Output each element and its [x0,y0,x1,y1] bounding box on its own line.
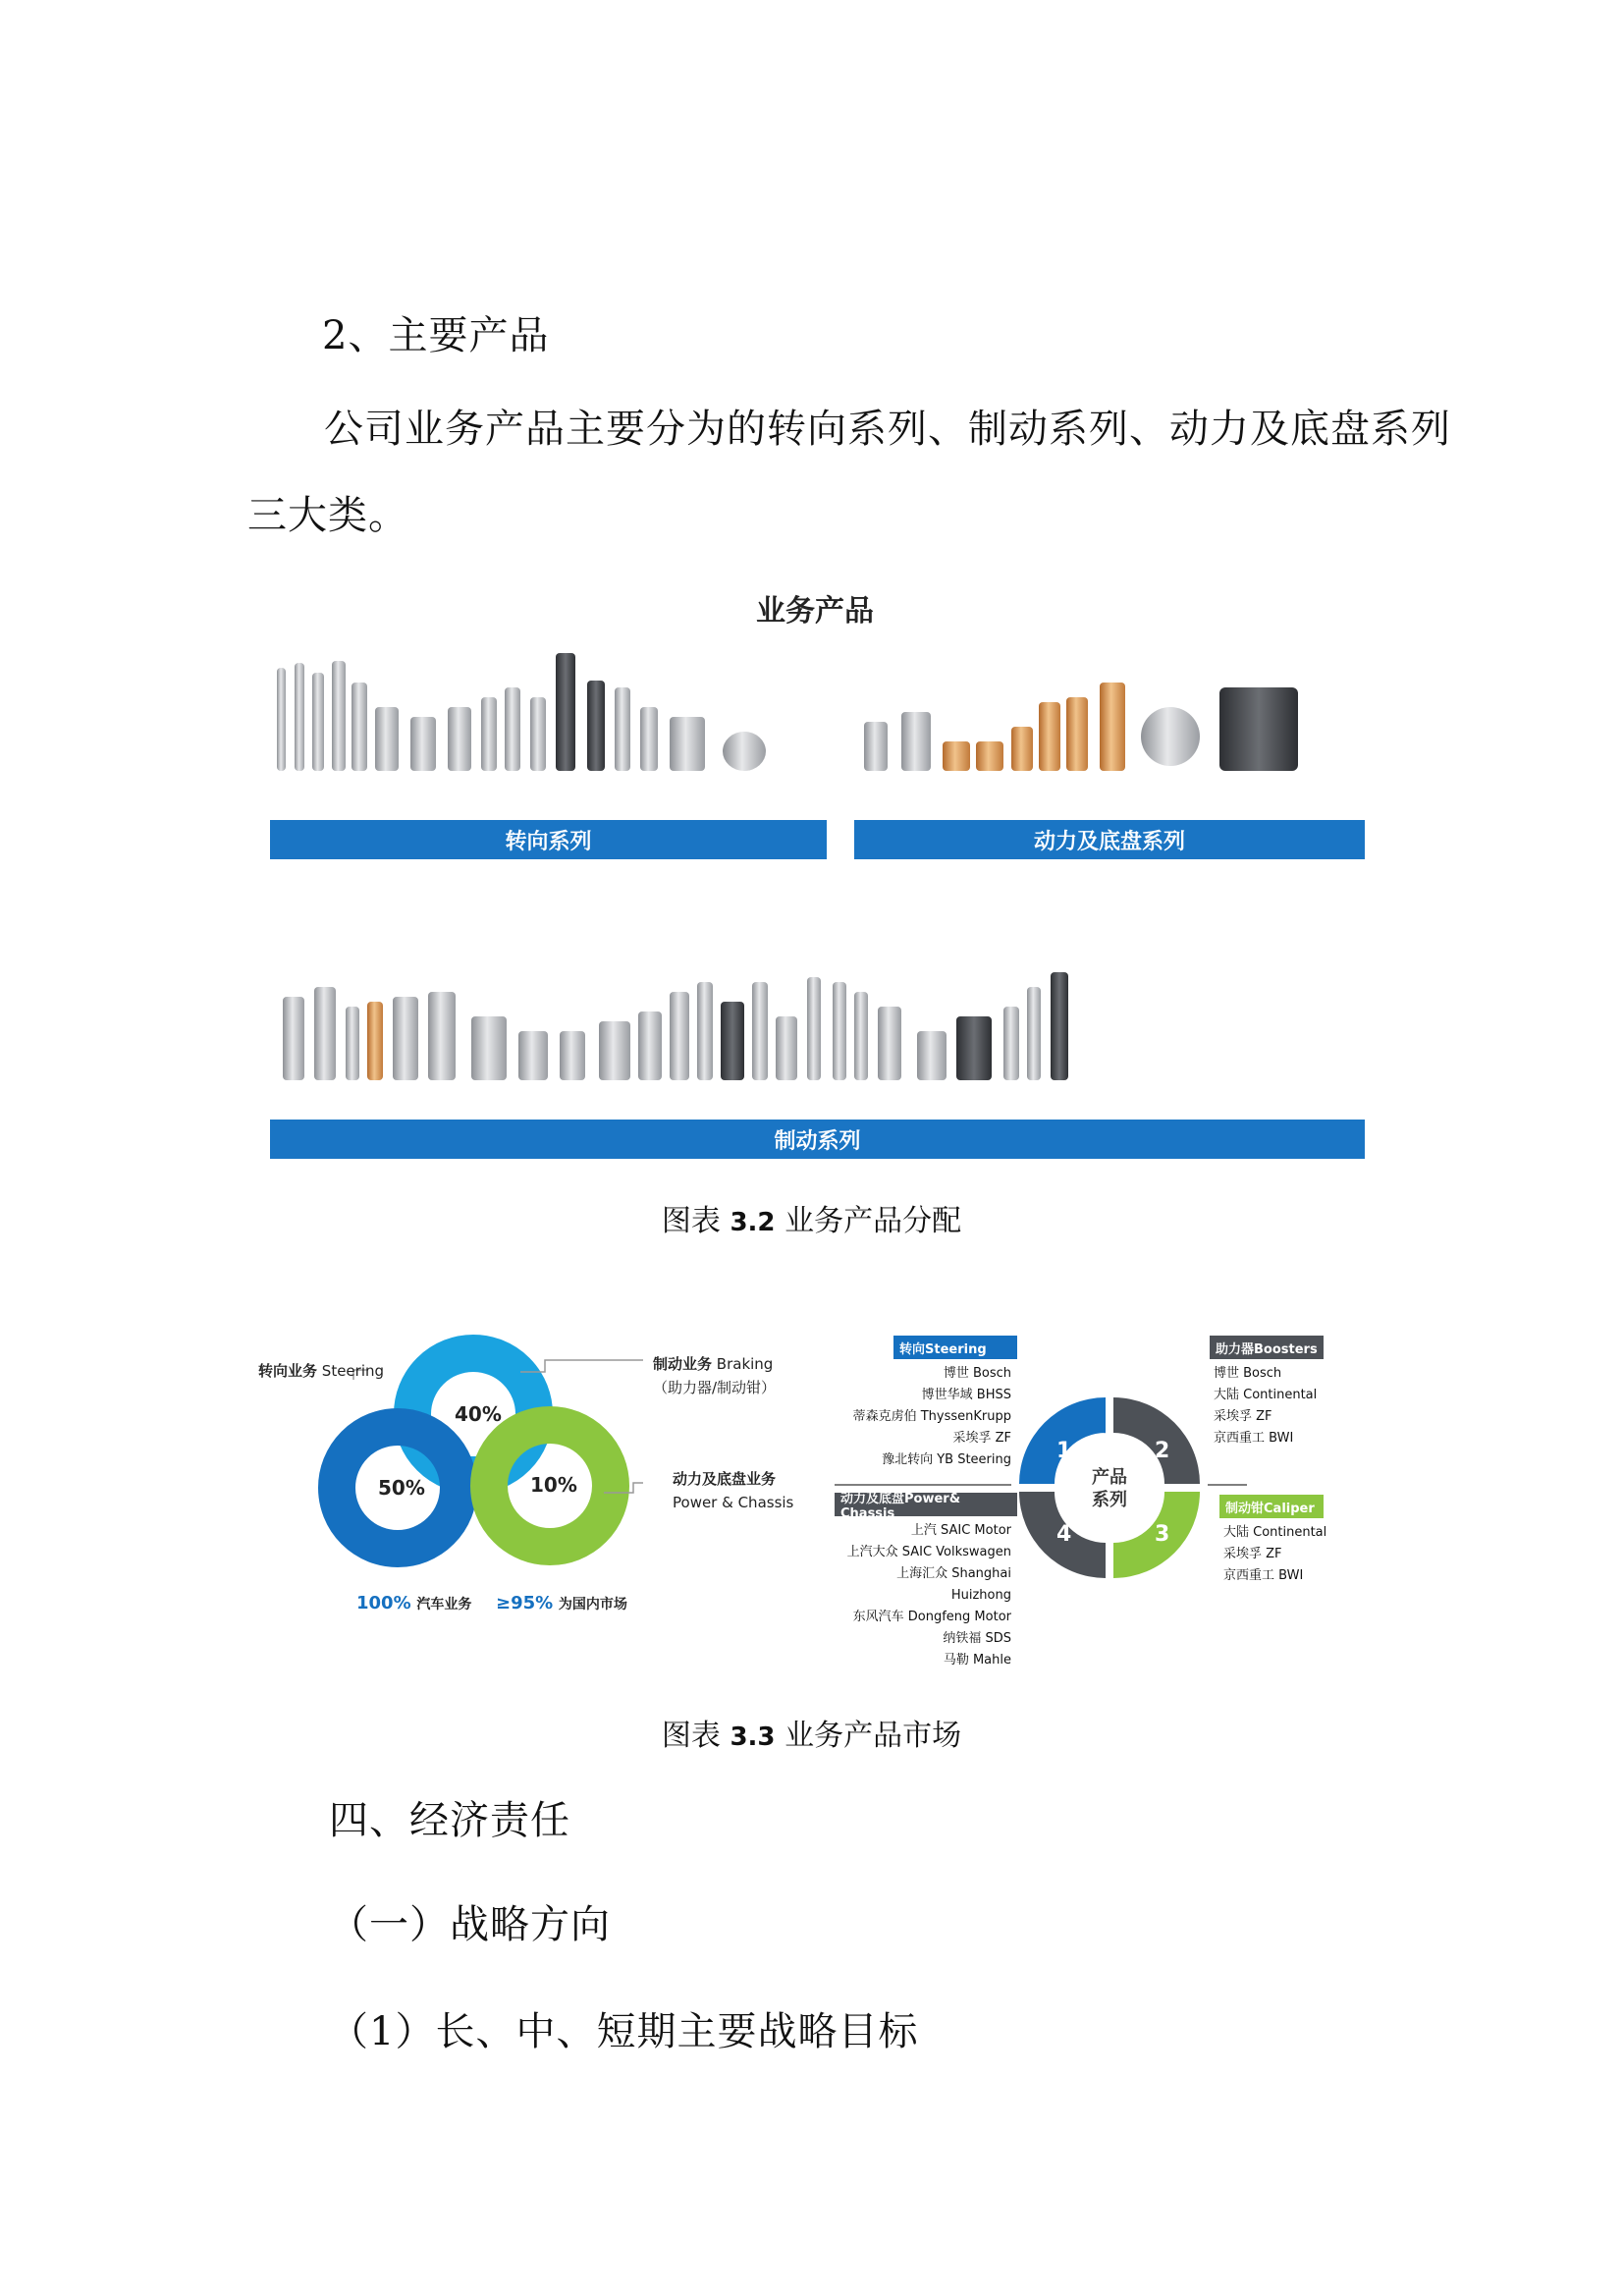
business-share-donuts [250,1321,810,1635]
caliper-client-list [1223,1522,1326,1587]
steering-series-bar: 转向系列 [270,820,827,859]
figure-caption-3-2 [0,1196,1623,1239]
power-business-label-cn: 动力及底盘业务 [673,1470,777,1488]
braking-parts-photo [265,962,1365,1085]
subsection-heading-goals: （1）长、中、短期主要战略目标 [329,2009,919,2054]
list-item: 上海汇众 Shanghai Huizhong [896,1566,1011,1603]
intro-paragraph-line-2: 三大类。 [247,493,408,538]
caption-number: 3.3 [730,1722,776,1752]
list-item: 纳铁福 SDS [943,1631,1011,1646]
boosters-tag: 助力器Boosters [1210,1336,1324,1359]
power-chassis-parts-photo [854,673,1365,776]
segment-4-number: 4 [1056,1522,1072,1547]
list-item: 博世 Bosch [1214,1366,1282,1381]
list-item: 采埃孚 ZF [952,1431,1011,1446]
power-percent: 10% [530,1473,577,1497]
section-heading-economic-responsibility: 四、经济责任 [329,1798,570,1843]
segment-1-number: 1 [1056,1439,1072,1463]
domestic-market-footer: ≥95% 为国内市场 [496,1593,627,1613]
list-item: 大陆 Continental [1214,1388,1318,1402]
product-series-cycle [835,1336,1365,1667]
list-item: 博世华域 BHSS [921,1388,1011,1402]
list-item: 豫北转向 YB Steering [882,1452,1011,1467]
boosters-client-list [1214,1363,1317,1449]
cycle-center-line-2: 系列 [1092,1490,1127,1510]
cycle-center-line-1: 产品 [1092,1467,1127,1488]
steering-tag: 转向Steering [893,1336,1017,1359]
power-chassis-series-bar: 动力及底盘系列 [854,820,1365,859]
braking-percent: 40% [455,1402,502,1426]
subsection-heading-strategy: （一）战略方向 [329,1902,611,1947]
list-item: 京西重工 BWI [1214,1431,1294,1446]
list-item: 上汽大众 SAIC Volkswagen [846,1545,1011,1559]
power-business-label-en: Power & Chassis [673,1494,794,1511]
segment-3-number: 3 [1155,1522,1170,1547]
list-item: 京西重工 BWI [1223,1568,1304,1583]
figure-caption-3-3 [0,1711,1623,1754]
steering-business-label: 转向业务 Steering [258,1362,385,1380]
steering-parts-photo [265,653,825,776]
caption-number: 3.2 [730,1208,776,1237]
steering-percent: 50% [378,1476,425,1500]
caption-text: 业务产品市场 [784,1719,962,1753]
list-item: 采埃孚 ZF [1214,1409,1272,1424]
list-item: 上汽 SAIC Motor [910,1523,1011,1538]
product-figure [265,574,1365,1164]
caliper-tag: 制动钳Caliper [1219,1495,1324,1518]
list-item: 采埃孚 ZF [1223,1547,1282,1561]
braking-business-sub: （助力器/制动钳） [653,1379,777,1396]
caption-text: 业务产品分配 [784,1204,962,1238]
power-chassis-client-list [835,1520,1011,1671]
steering-client-list [835,1363,1011,1471]
list-item: 蒂森克虏伯 ThyssenKrupp [852,1409,1011,1424]
list-item: 东风汽车 Dongfeng Motor [852,1610,1011,1624]
caption-prefix: 图表 [661,1719,721,1753]
section-heading-main-products: 2、主要产品 [322,313,550,358]
list-item: 大陆 Continental [1223,1525,1327,1540]
product-figure-title: 业务产品 [756,594,874,629]
intro-paragraph-line-1: 公司业务产品主要分为的转向系列、制动系列、动力及底盘系列 [324,407,1451,452]
list-item: 马勒 Mahle [943,1653,1011,1667]
auto-business-footer: 100% 汽车业务 [356,1593,472,1613]
braking-business-label: 制动业务 Braking [653,1355,774,1373]
list-item: 博世 Bosch [943,1366,1011,1381]
caption-prefix: 图表 [661,1204,721,1238]
braking-series-bar: 制动系列 [270,1120,1365,1159]
segment-2-number: 2 [1155,1439,1170,1463]
power-chassis-tag: 动力及底盘Power& Chassis [835,1493,1017,1516]
